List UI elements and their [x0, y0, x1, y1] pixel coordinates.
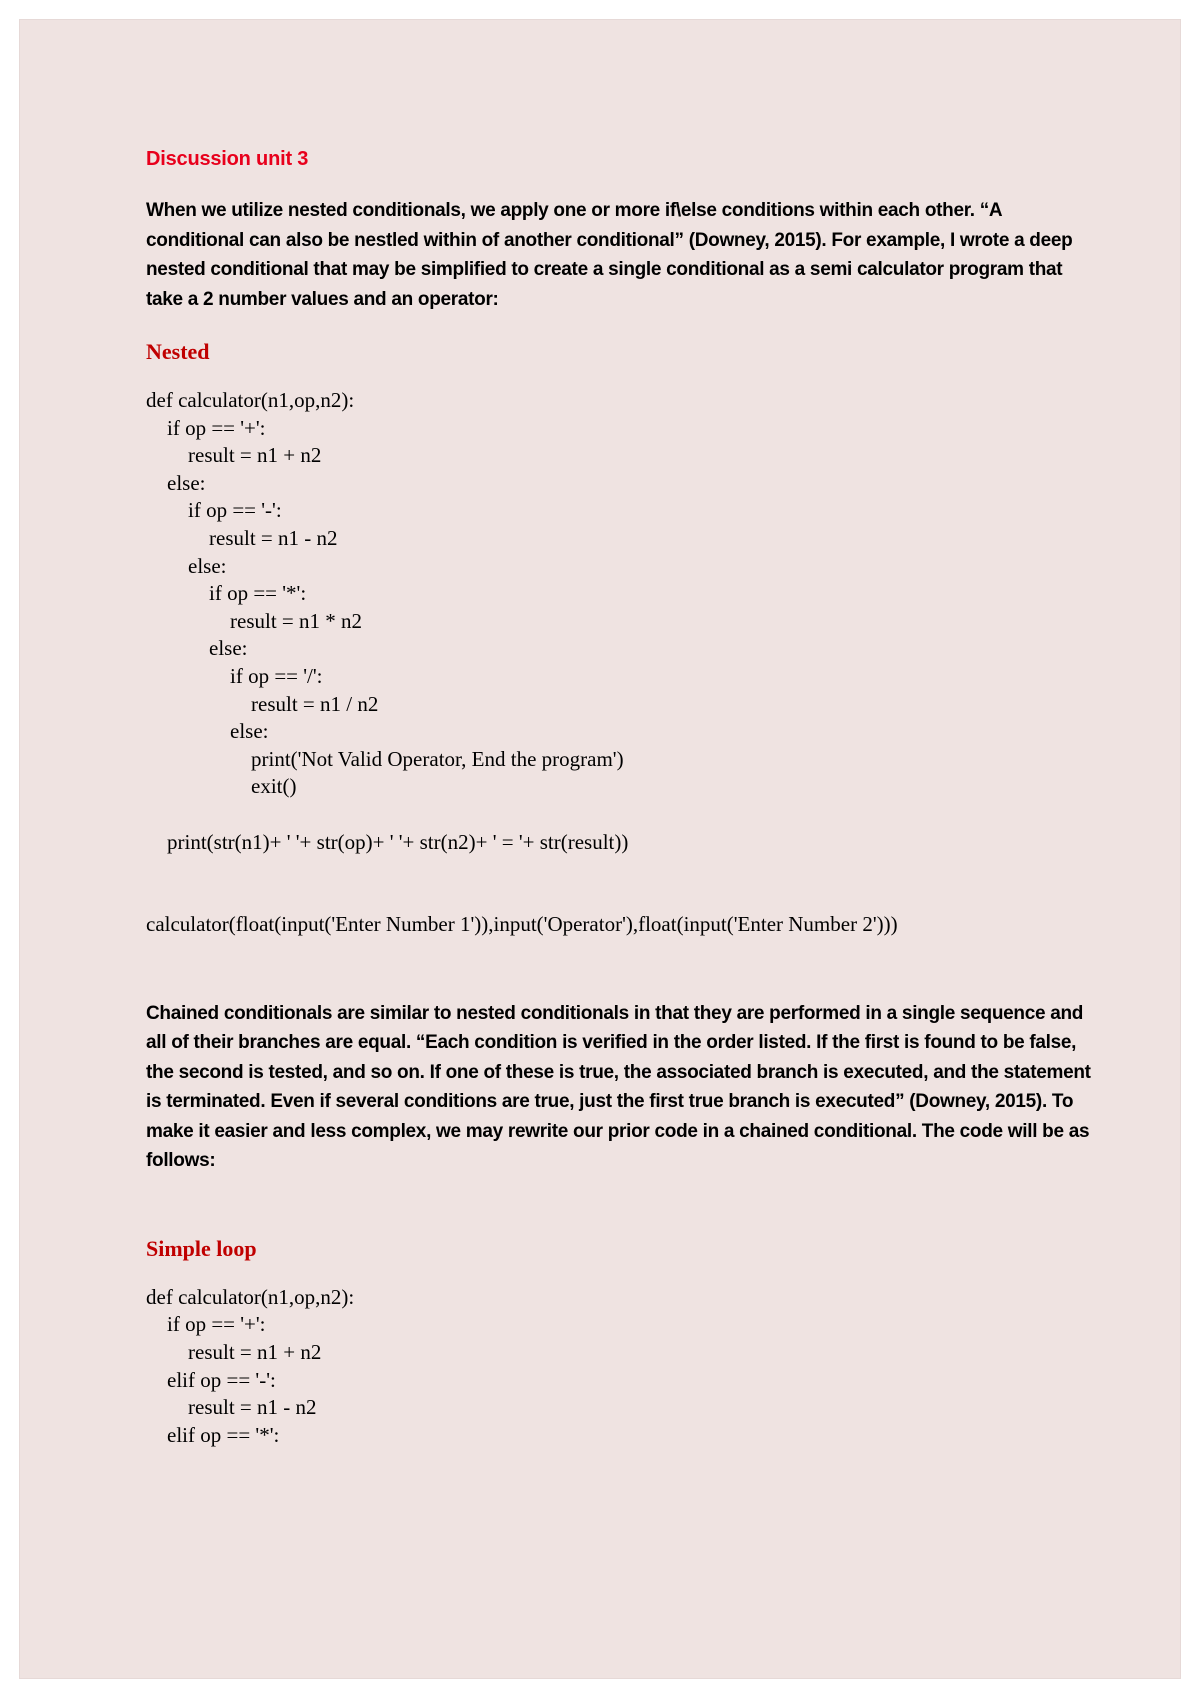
- code-line: [146, 856, 1096, 884]
- document-content: [146, 148, 1096, 1449]
- code-line: else:: [146, 470, 206, 495]
- code-line: result = n1 * n2: [146, 608, 362, 633]
- code-line: else:: [146, 719, 269, 744]
- code-line: result = n1 / n2: [146, 691, 379, 716]
- code-line: if op == '+':: [146, 1312, 266, 1337]
- code-line: def calculator(n1,op,n2):: [146, 1284, 355, 1309]
- code-line: if op == '/':: [146, 663, 323, 688]
- code-line: elif op == '*':: [146, 1422, 280, 1447]
- nested-heading: Nested: [146, 339, 210, 364]
- document-page: [19, 19, 1181, 1679]
- code-line: if op == '*':: [146, 581, 307, 606]
- code-line: print('Not Valid Operator, End the program'): [146, 746, 624, 771]
- code-line: print(str(n1)+ ' '+ str(op)+ ' '+ str(n2)+ ' = '+ str(result)): [146, 829, 629, 854]
- code-line: else:: [146, 636, 248, 661]
- code-line: def calculator(n1,op,n2):: [146, 388, 355, 412]
- simple-loop-heading: Simple loop: [146, 1235, 257, 1261]
- code-line: [146, 884, 1096, 912]
- code-line: [146, 801, 1096, 829]
- code-line: elif op == '-':: [146, 1367, 276, 1392]
- code-line: result = n1 + n2: [146, 443, 322, 468]
- code-line: result = n1 - n2: [146, 525, 338, 550]
- code-line: calculator(float(input('Enter Number 1')),input('Operator'),float(input('Enter Number 2'))): [146, 912, 898, 937]
- document-title: Discussion unit 3: [146, 148, 309, 170]
- code-line: else:: [146, 553, 227, 578]
- nested-code-block: [146, 387, 1096, 939]
- code-line: result = n1 - n2: [146, 1395, 317, 1420]
- code-line: if op == '+':: [146, 415, 266, 440]
- simple-code-block: [146, 1284, 1096, 1450]
- paragraph-nested-intro: When we utilize nested conditionals, we apply one or more if\else conditions within each other. “A conditional can also be nestled within of another conditional” (Downey, 2015). For example, I wrote a deep nested conditional that may be simplified to create a single conditional as a semi calculator program that take a 2 number values and an operator:: [146, 200, 1073, 310]
- code-line: exit(): [146, 774, 297, 799]
- paragraph-chained-intro: Chained conditionals are similar to nested conditionals in that they are performed in a single sequence and all of their branches are equal. “Each condition is verified in the order listed. If the first is found to be false, the second is tested, and so on. If one of these is true, the associated branch is executed, and the statement is terminated. Even if several conditions are true, just the first true branch is executed” (Downey, 2015). To make it easier and less complex, we may rewrite our prior code in a chained conditional. The code will be as follows:: [146, 1002, 1091, 1172]
- code-line: if op == '-':: [146, 498, 282, 523]
- code-line: result = n1 + n2: [146, 1340, 322, 1365]
